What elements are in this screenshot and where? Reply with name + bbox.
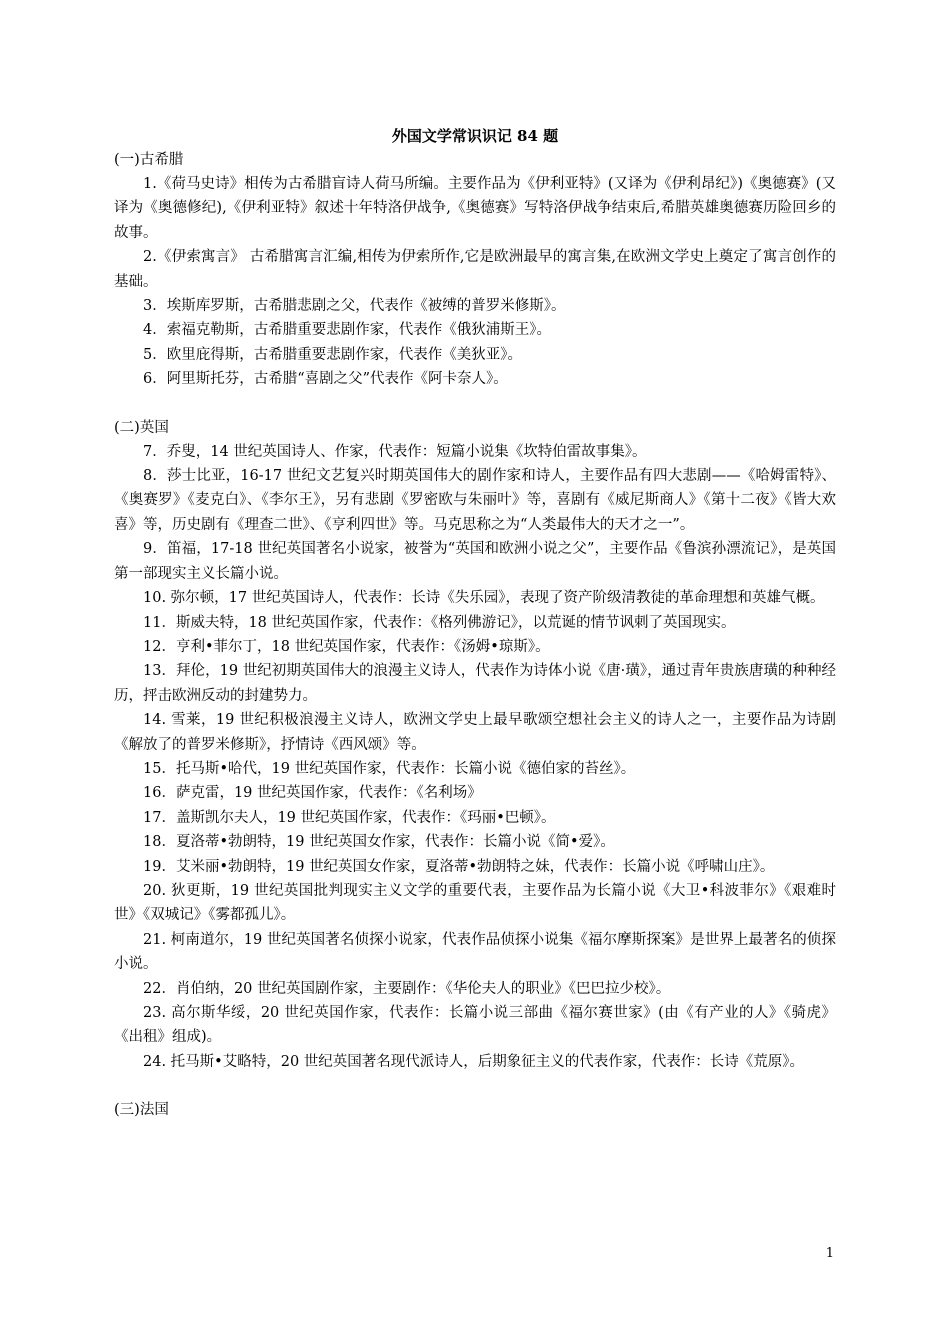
list-item: 12．亨利•菲尔丁，18 世纪英国作家，代表作：《汤姆•琼斯》。: [143, 638, 550, 655]
list-item: 21. 柯南道尔，19 世纪英国著名侦探小说家，代表作品侦探小说集《福尔摩斯探案》是世界上最著名的侦探小说。: [114, 931, 836, 973]
list-item: 23. 高尔斯华绥，20 世纪英国作家，代表作：长篇小说三部曲《福尔赛世家》(由《有产业的人》《骑虎》《出租》组成)。: [114, 1005, 836, 1046]
list-item: 20. 狄更斯，19 世纪英国批判现实主义文学的重要代表，主要作品为长篇小说《大卫•科波菲尔》《艰难时世》《双城记》《雾都孤儿》。: [114, 882, 836, 924]
list-item: 11．斯威夫特，18 世纪英国作家，代表作：《格列佛游记》，以荒诞的情节讽刺了英国现实。: [143, 614, 736, 631]
list-item: 24. 托马斯•艾略特，20 世纪英国著名现代派诗人，后期象征主义的代表作家，代表作：长诗《荒原》。: [143, 1053, 805, 1070]
list-item: 7．乔叟，14 世纪英国诗人、作家，代表作：短篇小说集《坎特伯雷故事集》。: [143, 443, 647, 460]
section-heading-britain: (二)英国: [114, 419, 169, 436]
section-heading-france: (三)法国: [114, 1102, 169, 1119]
list-item: 16．萨克雷，19 世纪英国作家，代表作：《名利场》: [143, 785, 482, 802]
spacer: [114, 1074, 836, 1098]
page-number: 1: [825, 1246, 834, 1261]
list-item: 4．索福克勒斯，古希腊重要悲剧作家，代表作《俄狄浦斯王》。: [143, 322, 551, 339]
list-item: 2.《伊索寓言》 古希腊寓言汇编,相传为伊索所作,它是欧洲最早的寓言集,在欧洲文学史上奠定了寓言创作的基础。: [114, 249, 836, 290]
list-item: 10. 弥尔顿，17 世纪英国诗人，代表作：长诗《失乐园》，表现了资产阶级清教徒的革命理想和英雄气概。: [143, 590, 825, 607]
list-item: 17．盖斯凯尔夫人，19 世纪英国作家，代表作：《玛丽•巴顿》。: [143, 809, 556, 826]
list-item: 3．埃斯库罗斯，古希腊悲剧之父，代表作《被缚的普罗米修斯》。: [143, 298, 566, 315]
spacer: [114, 392, 836, 416]
list-item: 5．欧里庇得斯，古希腊重要悲剧作家，代表作《美狄亚》。: [143, 346, 522, 363]
document-title: 外国文学常识识记 84 题: [391, 127, 559, 145]
list-item: 9．笛福，17-18 世纪英国著名小说家，被誉为“英国和欧洲小说之父”，主要作品《鲁滨孙漂流记》，是英国第一部现实主义长篇小说。: [114, 541, 836, 582]
list-item: 13．拜伦，19 世纪初期英国伟大的浪漫主义诗人，代表作为诗体小说《唐·璜》，通过青年贵族唐璜的种种经历，抨击欧洲反动的封建势力。: [114, 663, 836, 704]
list-item: 22．肖伯纳，20 世纪英国剧作家，主要剧作：《华伦夫人的职业》《巴巴拉少校》。: [143, 980, 671, 997]
list-item: 6．阿里斯托芬，古希腊“喜剧之父”代表作《阿卡奈人》。: [143, 371, 508, 388]
list-item: 15．托马斯•哈代，19 世纪英国作家，代表作：长篇小说《德伯家的苔丝》。: [143, 760, 636, 777]
list-item: 19．艾米丽•勃朗特，19 世纪英国女作家，夏洛蒂•勃朗特之妹，代表作：长篇小说《呼啸山庄》。: [143, 858, 775, 875]
document-page: [114, 124, 836, 1122]
section-heading-greece: (一)古希腊: [114, 152, 184, 168]
list-item: 18．夏洛蒂•勃朗特，19 世纪英国女作家，代表作：长篇小说《简•爱》。: [143, 834, 615, 851]
list-item: 1.《荷马史诗》相传为古希腊盲诗人荷马所编。主要作品为《伊利亚特》(又译为《伊利昂纪》)《奥德赛》(又译为《奥德修纪),《伊利亚特》叙述十年特洛伊战争,《奥德赛》写特洛伊战争结束后,希腊英雄奥德赛历险回乡的故事。: [114, 176, 836, 241]
list-item: 14. 雪莱，19 世纪积极浪漫主义诗人，欧洲文学史上最早歌颂空想社会主义的诗人之一，主要作品为诗剧《解放了的普罗米修斯》，抒情诗《西风颂》等。: [114, 712, 836, 753]
list-item: 8．莎士比亚，16-17 世纪文艺复兴时期英国伟大的剧作家和诗人，主要作品有四大悲剧——《哈姆雷特》、《奥赛罗》《麦克白》、《李尔王》，另有悲剧《罗密欧与朱丽叶》等，喜剧有《威尼斯商人》《第十二夜》《皆大欢喜》等，历史剧有《理查二世》、《亨利四世》等。马克思称之为“人类最伟大的天才之一”。: [114, 468, 836, 533]
